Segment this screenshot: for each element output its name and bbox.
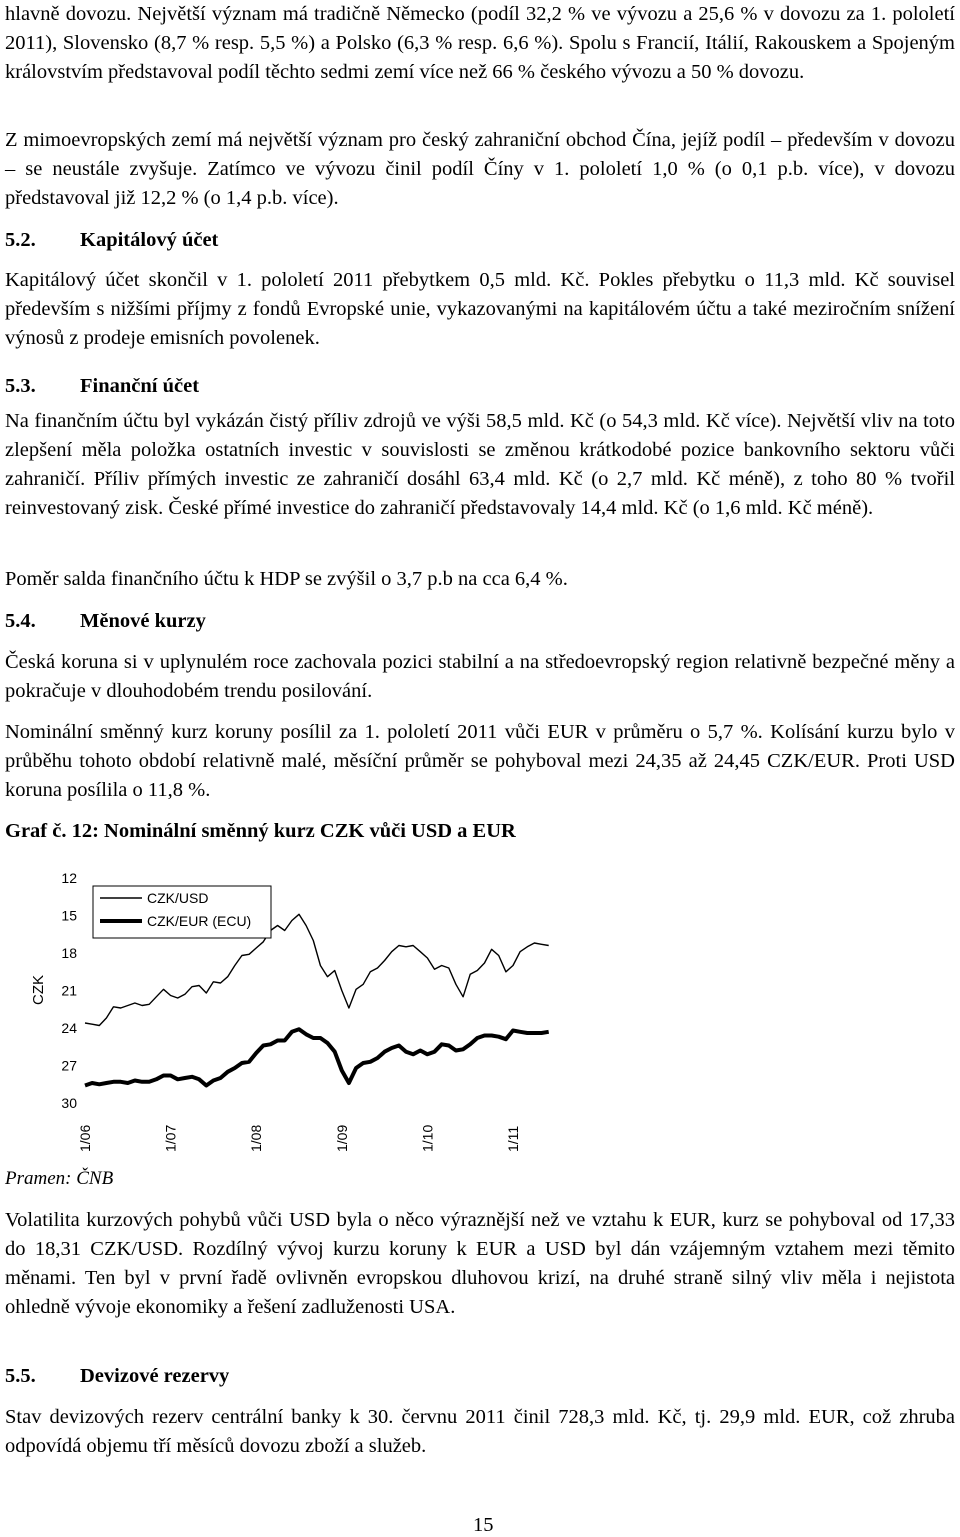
x-axis-ticks [77, 1125, 521, 1152]
y-tick-label: 30 [61, 1095, 77, 1111]
paragraph-trade-partners: hlavně dovozu. Největší význam má tradičně Německo (podíl 32,2 % ve vývozu a 25,6 % v dovozu za 1. pololetí 2011), Slovensko (8,7 % resp. 5,5 %) a Polsko (6,3 % resp. 6,6 %). Spolu s Francií, Itálií, Rakouskem a Spojeným královstvím představoval podíl těchto sedmi zemí více než 66 % českého vývozu a 50 % dovozu. [5, 3, 955, 83]
y-tick-label: 21 [61, 982, 77, 999]
heading-number: 5.4. [5, 610, 36, 632]
paragraph-capital-account: Kapitálový účet skončil v 1. pololetí 2011 přebytkem 0,5 mld. Kč. Pokles přebytku o 11,3 mld. Kč souvisel především s nižšími příjmy z fondů Evropské unie, vykazovanými na kapitálovém účtu a také meziročním snížení výnosů z prodeje emisních povolenek. [5, 269, 955, 349]
heading-5-3 [5, 372, 199, 401]
paragraph-china: Z mimoevropských zemí má největší význam pro český zahraniční obchod Čína, jejíž podíl – především v dovozu – se neustále zvyšuje. Zatímco ve vývozu činil podíl Číny v 1. pololetí 1,0 % (o 0,1 p.b. více), v dovozu představoval již 12,2 % (o 1,4 p.b. více). [5, 129, 955, 209]
heading-title: Finanční účet [80, 375, 200, 397]
x-tick-label: 1/11 [505, 1125, 521, 1152]
paragraph-nominal-rate: Nominální směnný kurz koruny posílil za 1. pololetí 2011 vůči EUR v průměru o 5,7 %. Kolísání kurzu bylo v průběhu tohoto období relativně malé, měsíční průměr se pohyboval mezi 24,35 až 24,45 CZK/EUR. Proti USD koruna posílila o 11,8 %. [5, 721, 955, 801]
legend-label: CZK/USD [147, 890, 209, 906]
heading-5-5 [5, 1362, 229, 1391]
heading-title: Devizové rezervy [80, 1365, 230, 1387]
heading-number: 5.3. [5, 375, 36, 397]
paragraph-financial-account: Na finančním účtu byl vykázán čistý příliv zdrojů ve výši 58,5 mld. Kč (o 54,3 mld. Kč více). Největší vliv na toto zlepšení měla položka ostatních investic v souvislosti se změnou krátkodobé pozice bankovního sektoru vůči zahraničí. Příliv přímých investic ze zahraničí dosáhl 63,4 mld. Kč (o 2,7 mld. Kč méně), z toho 80 % tvořil reinvestovaný zisk. České přímé investice do zahraničí představovaly 14,4 mld. Kč (o 1,6 mld. Kč méně). [5, 410, 955, 519]
heading-5-2 [5, 226, 218, 255]
legend-label: CZK/EUR (ECU) [147, 913, 252, 929]
heading-number: 5.2. [5, 229, 36, 251]
series-line-czk-eur [85, 1029, 549, 1085]
x-tick-label: 1/09 [333, 1124, 350, 1152]
x-tick-label: 1/08 [248, 1124, 265, 1152]
y-axis-label: CZK [30, 975, 47, 1005]
heading-title: Měnové kurzy [80, 610, 206, 632]
x-tick-label: 1/06 [77, 1124, 93, 1152]
heading-title: Kapitálový účet [80, 229, 219, 251]
heading-number: 5.5. [5, 1365, 36, 1387]
y-tick-label: 12 [61, 870, 77, 886]
series-lines [85, 914, 549, 1085]
y-tick-label: 27 [61, 1057, 77, 1074]
exchange-rate-chart [5, 860, 605, 1160]
y-tick-label: 18 [61, 945, 77, 961]
page-number: 15 [473, 1514, 494, 1536]
paragraph-reserves: Stav devizových rezerv centrální banky k 30. červnu 2011 činil 728,3 mld. Kč, tj. 29,9 mld. EUR, což zhruba odpovídá objemu tří měsíců dovozu zboží a služeb. [5, 1406, 955, 1457]
y-tick-label: 15 [61, 907, 77, 924]
figure-source: Pramen: ČNB [5, 1168, 114, 1189]
paragraph-financial-balance: Poměr salda finančního účtu k HDP se zvýšil o 3,7 p.b na cca 6,4 %. [5, 568, 568, 590]
y-axis-ticks [61, 870, 77, 1111]
paragraph-koruna-stability: Česká koruna si v uplynulém roce zachovala pozici stabilní a na středoevropský region relativně bezpečné měny a pokračuje v dlouhodobém trendu posilování. [5, 651, 955, 702]
y-tick-label: 24 [61, 1020, 77, 1036]
chart-legend [93, 886, 271, 938]
x-tick-label: 1/07 [162, 1124, 179, 1152]
paragraph-volatility: Volatilita kurzových pohybů vůči USD byla o něco výraznější než ve vztahu k EUR, kurz se pohyboval od 17,33 do 18,31 CZK/USD. Rozdílný vývoj kurzu koruny k EUR a USD byl dán vzájemným vztahem mezi těmito měnami. Ten byl v první řadě ovlivněn evropskou dluhovou krizí, na druhé straně silný vliv měla i nejistota ohledně vývoje ekonomiky a řešení zadluženosti USA. [5, 1209, 955, 1318]
x-tick-label: 1/10 [419, 1124, 436, 1152]
heading-5-4 [5, 607, 206, 636]
figure-title: Graf č. 12: Nominální směnný kurz CZK vůči USD a EUR [5, 820, 516, 842]
